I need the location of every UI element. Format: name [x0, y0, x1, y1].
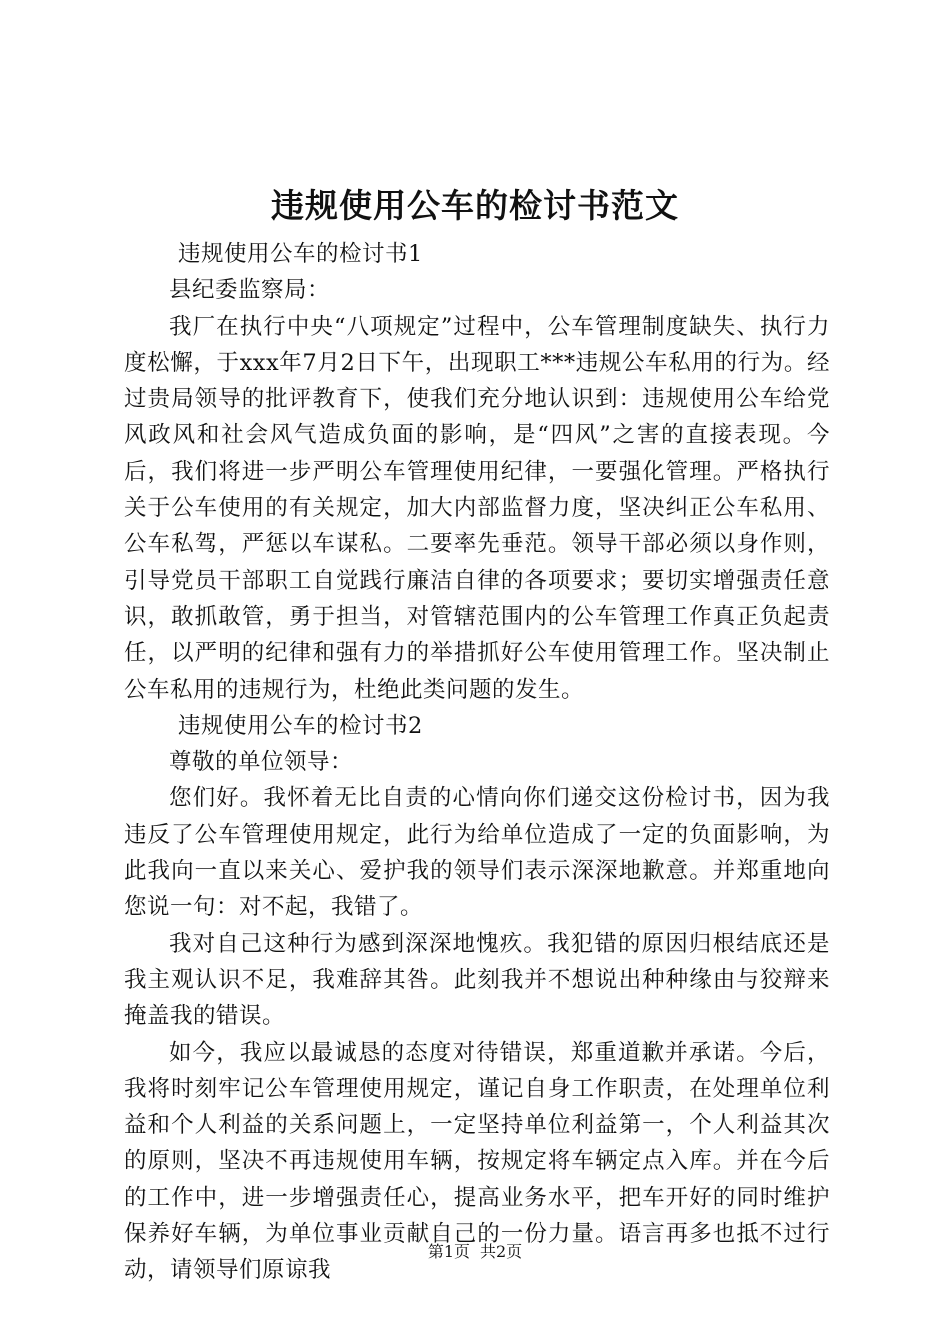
body-paragraph-2: 您们好。我怀着无比自责的心情向你们递交这份检讨书，因为我违反了公车管理使用规定，此行为给单位造成了一定的负面影响，为此我向一直以来关心、爱护我的领导们表示深深地歉意。并郑重地向您说一句：对不起，我错了。: [124, 785, 830, 921]
salutation-2: 尊敬的单位领导：: [169, 749, 354, 776]
page-number: 第1页: [427, 1242, 470, 1261]
section-heading-2: 违规使用公车的检讨书2: [178, 712, 423, 739]
body-paragraph-4: 如今，我应以最诚恳的态度对待错误，郑重道歉并承诺。今后，我将时刻牢记公车管理使用规定，谨记自身工作职责，在处理单位利益和个人利益的关系问题上，一定坚持单位利益第一，个人利益其次的原则，坚决不再违规使用车辆，按规定将车辆定点入库。并在今后的工作中，进一步增强责任心，提高业务水平，把车开好的同时维护保养好车辆，为单位事业贡献自己的一份力量。语言再多也抵不过行动，请领导们原谅我: [124, 1039, 830, 1284]
body-paragraph-3: 我对自己这种行为感到深深地愧疚。我犯错的原因归根结底还是我主观认识不足，我难辞其咎。此刻我并不想说出种种缘由与狡辩来掩盖我的错误。: [124, 930, 830, 1030]
body-paragraph-1: 我厂在执行中央“八项规定”过程中，公车管理制度缺失、执行力度松懈，于xxx年7月2日下午，出现职工***违规公车私用的行为。经过贵局领导的批评教育下，使我们充分地认识到：违规使用公车给党风政风和社会风气造成负面的影响，是“四风”之害的直接表现。今后，我们将进一步严明公车管理使用纪律，一要强化管理。严格执行关于公车使用的有关规定，加大内部监督力度，坚决纠正公车私用、公车私驾，严惩以车谋私。二要率先垂范。领导干部必须以身作则，引导党员干部职工自觉践行廉洁自律的各项要求；要切实增强责任意识，敢抓敢管，勇于担当，对管辖范围内的公车管理工作真正负起责任，以严明的纪律和强有力的举措抓好公车使用管理工作。坚决制止公车私用的违规行为，杜绝此类问题的发生。: [124, 313, 830, 703]
section-heading-1: 违规使用公车的检讨书1: [178, 241, 423, 267]
salutation-1: 县纪委监察局：: [169, 277, 331, 304]
page-footer: [0, 1240, 950, 1264]
document-body: [124, 236, 830, 1289]
document-title: 违规使用公车的检讨书范文: [271, 186, 679, 225]
page-total: 共2页: [480, 1242, 523, 1261]
